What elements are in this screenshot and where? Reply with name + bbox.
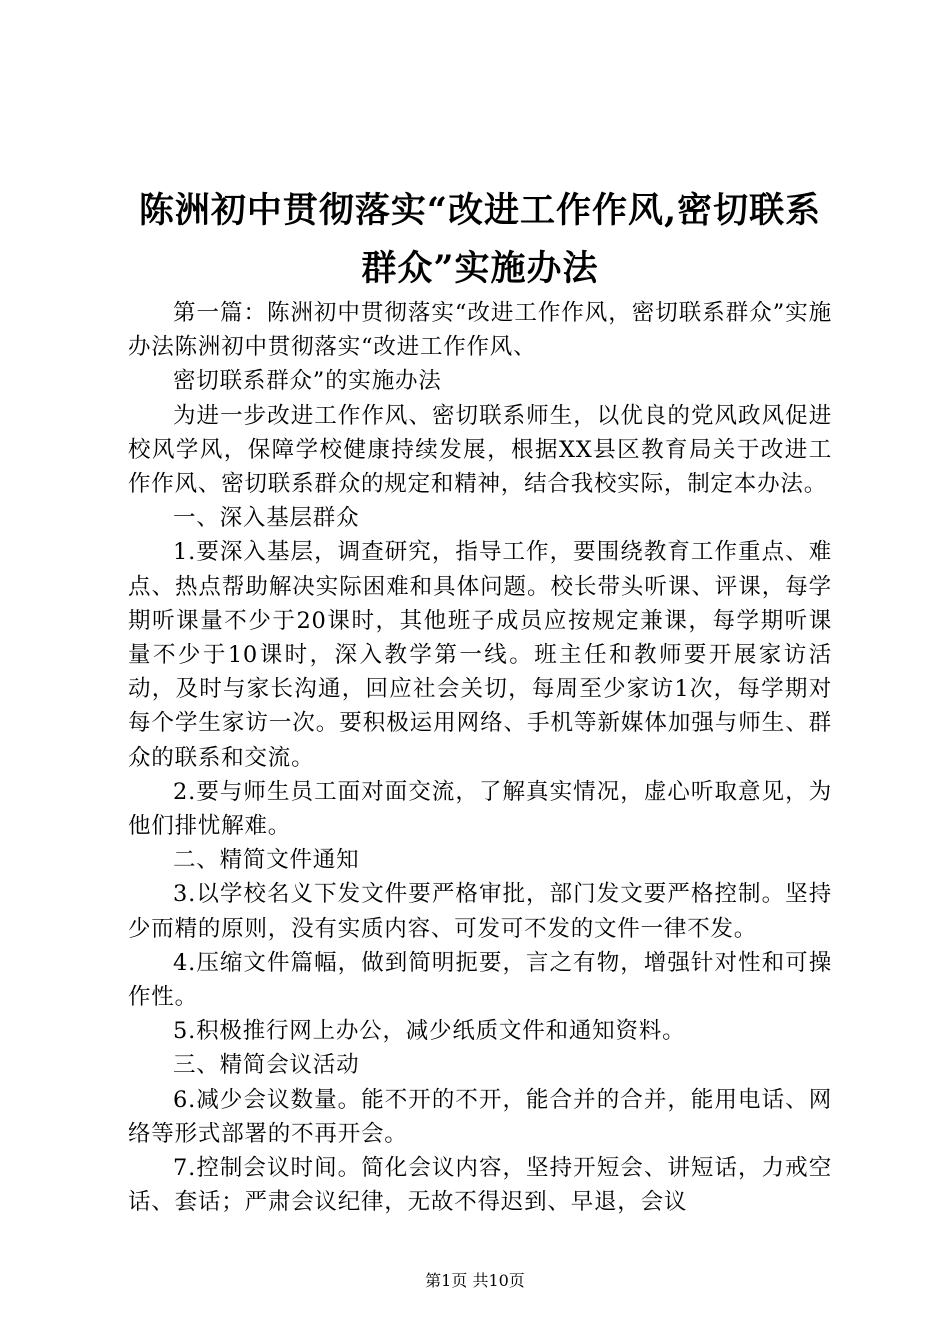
paragraph: 密切联系群众”的实施办法 [173, 368, 442, 395]
paragraph: 4.压缩文件篇幅，做到简明扼要，言之有物，增强针对性和可操作性。 [128, 949, 832, 1011]
paragraph: 6.减少会议数量。能不开的不开，能合并的合并，能用电话、网络等形式部署的不再开会。 [128, 1086, 832, 1147]
paragraph: 第一篇：陈洲初中贯彻落实“改进工作作风，密切联系群众”实施办法陈洲初中贯彻落实“改进工作作风、 [128, 300, 832, 361]
paragraph: 为进一步改进工作作风、密切联系师生，以优良的党风政风促进校风学风，保障学校健康持续发展，根据XX县区教育局关于改进工作作风、密切联系群众的规定和精神，结合我校实际，制定本办法。 [128, 402, 832, 498]
document-body [128, 296, 832, 1219]
document-title: 陈洲初中贯彻落实“改进工作作风,密切联系群众”实施办法 [138, 190, 822, 289]
paragraph: 7.控制会议时间。简化会议内容，坚持开短会、讲短话，力戒空话、套话；严肃会议纪律，无故不得迟到、早退，会议 [128, 1155, 832, 1216]
section-heading: 三、精简会议活动 [173, 1052, 360, 1079]
paragraph: 1.要深入基层，调查研究，指导工作，要围绕教育工作重点、难点、热点帮助解决实际困难和具体问题。校长带头听课、评课，每学期听课量不少于20课时，其他班子成员应按规定兼课，每学期听课量不少于10课时，深入教学第一线。班主任和教师要开展家访活动，及时与家长沟通，回应社会关切，每周至少家访1次，每学期对每个学生家访一次。要积极运用网络、手机等新媒体加强与师生、群众的联系和交流。 [128, 539, 832, 771]
paragraph: 5.积极推行网上办公，减少纸质文件和通知资料。 [173, 1018, 686, 1045]
paragraph: 2.要与师生员工面对面交流，了解真实情况，虚心听取意见，为他们排忧解难。 [128, 778, 832, 840]
section-heading: 一、深入基层群众 [173, 505, 360, 532]
paragraph: 3.以学校名义下发文件要严格审批，部门发文要严格控制。坚持少而精的原则，没有实质内容、可发可不发的文件一律不发。 [128, 881, 832, 942]
section-heading: 二、精简文件通知 [173, 847, 360, 874]
page-footer: 第1页 共10页 [425, 1271, 525, 1290]
